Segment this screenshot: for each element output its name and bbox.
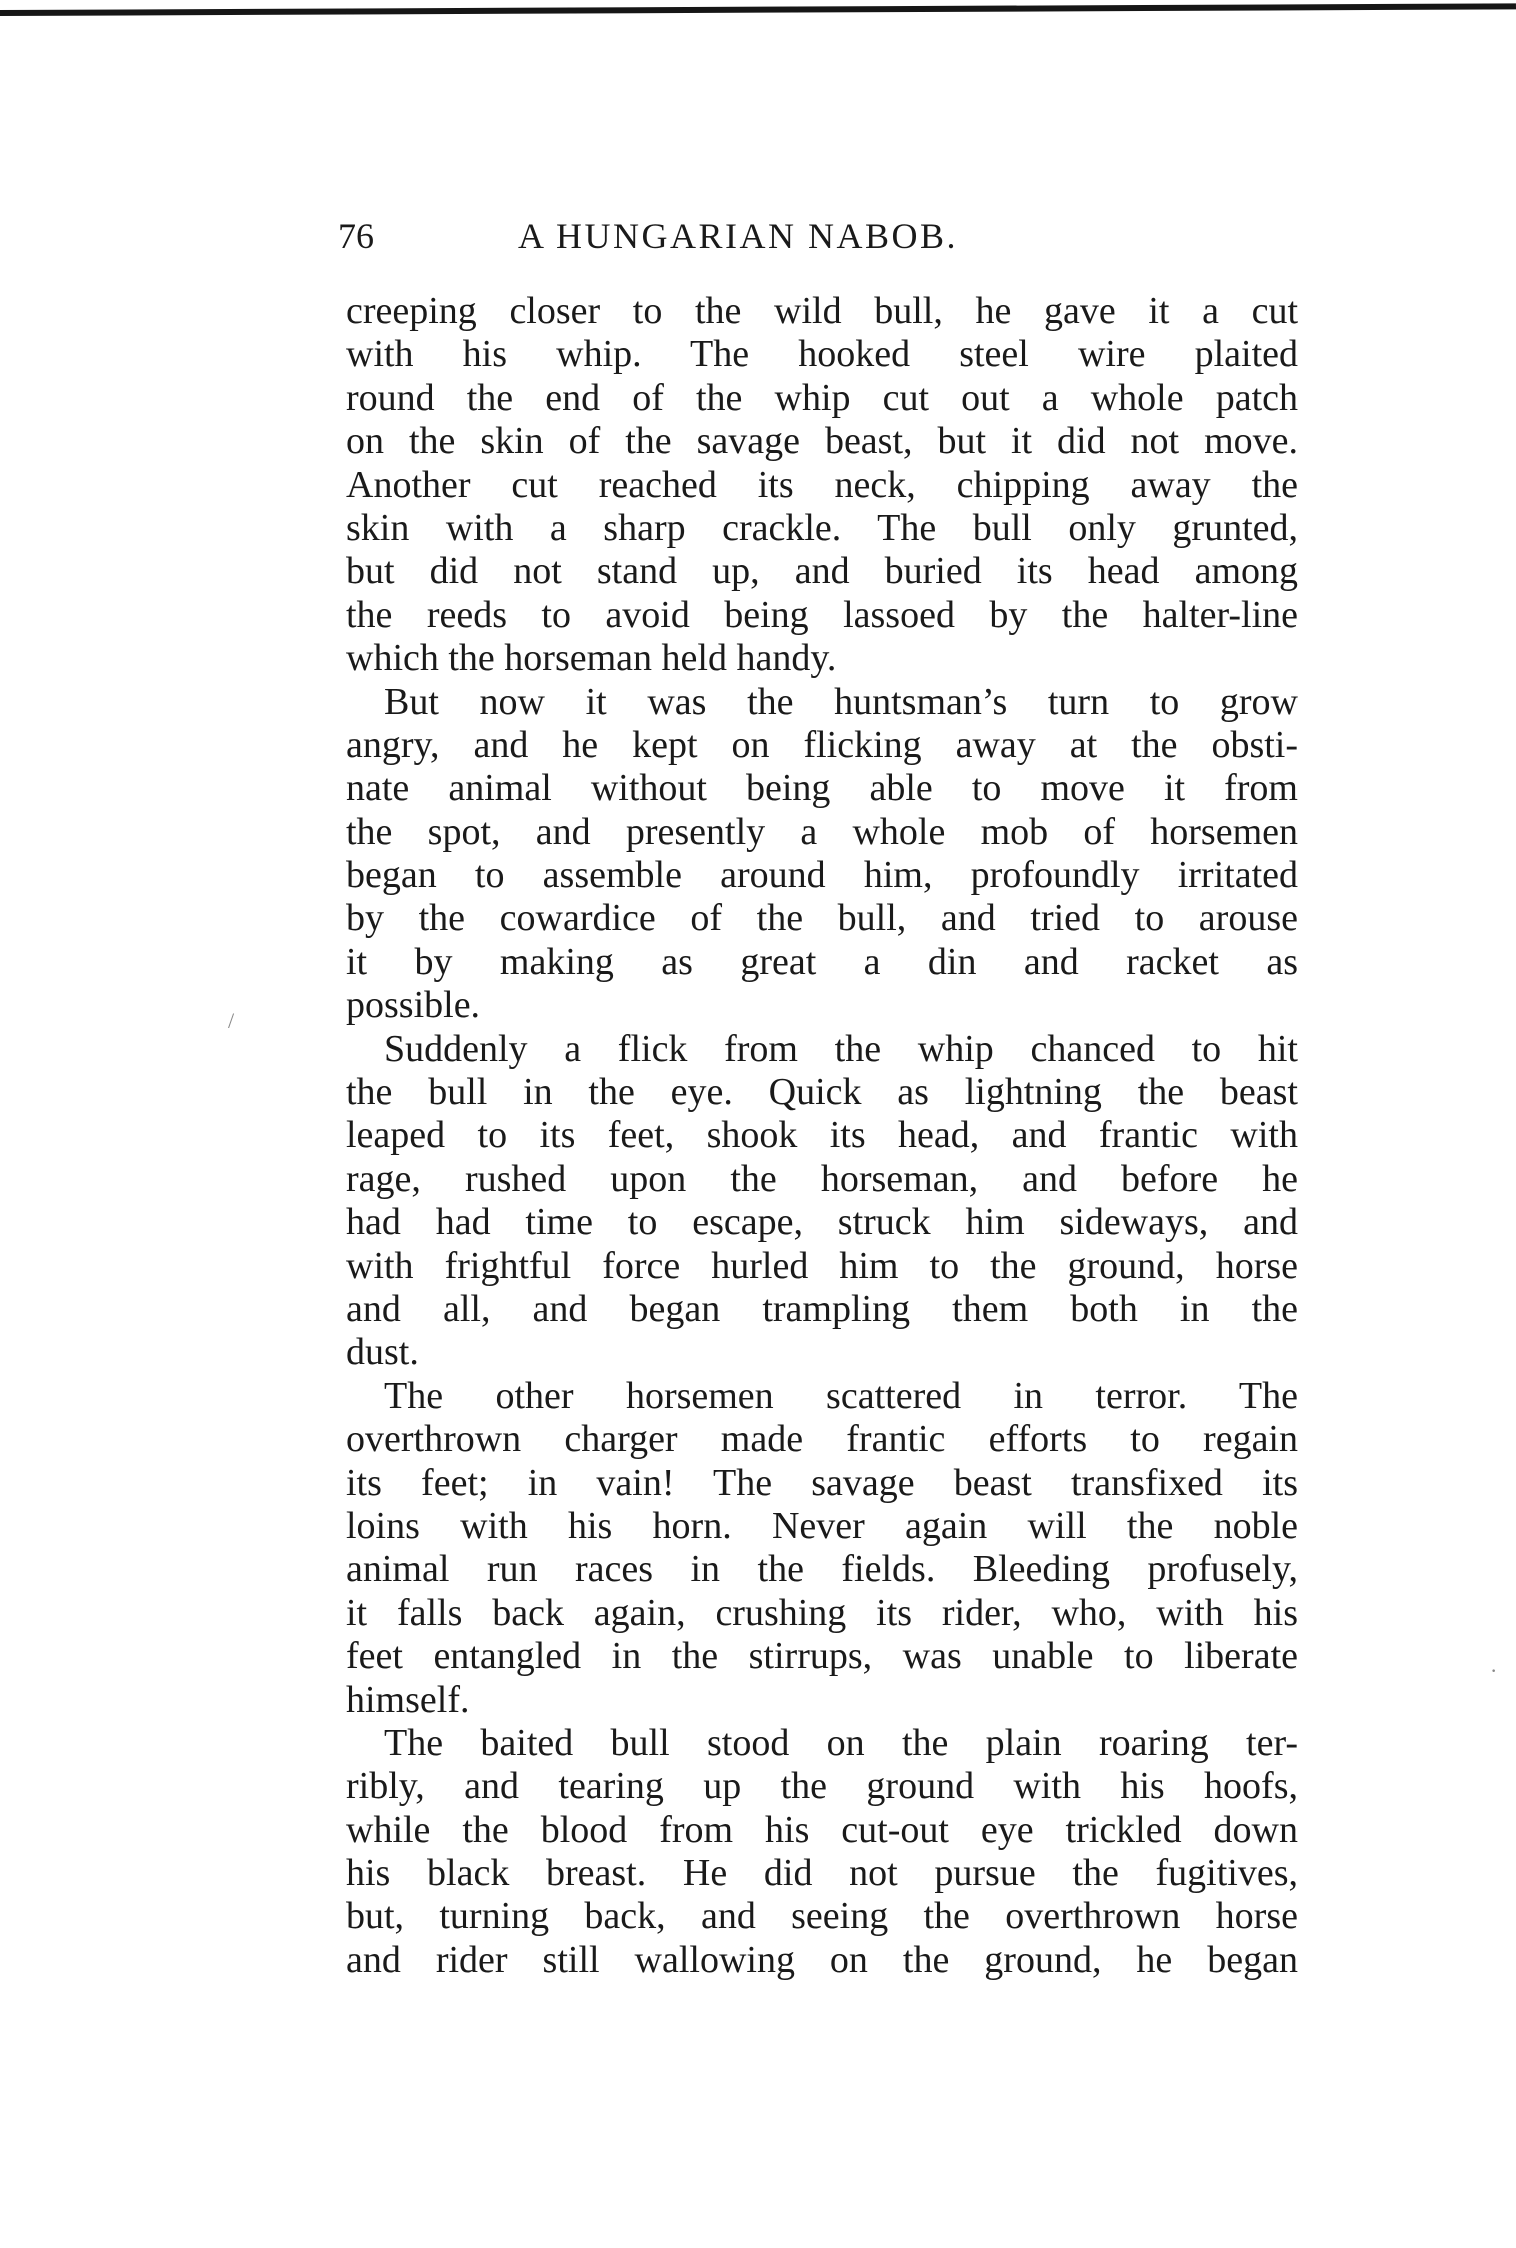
- text-line: on the skin of the savage beast, but it did not move.: [346, 420, 1298, 463]
- text-line: creeping closer to the wild bull, he gave it a cut: [346, 290, 1298, 332]
- paragraph: [346, 1375, 1298, 1722]
- text-line: it falls back again, crushing its rider, who, with his: [346, 1591, 1298, 1634]
- text-line: angry, and he kept on flicking away at the obsti-: [346, 723, 1298, 766]
- text-line: began to assemble around him, profoundly irritated: [346, 854, 1298, 897]
- text-line: nate animal without being able to move it from: [346, 767, 1298, 810]
- text-line: which the horseman held handy.: [346, 637, 837, 680]
- text-line: Suddenly a flick from the whip chanced to hit: [384, 1027, 1298, 1070]
- top-rule: [0, 3, 1516, 16]
- text-line: by the cowardice of the bull, and tried to arouse: [346, 897, 1298, 940]
- text-line: his black breast. He did not pursue the fugitives,: [346, 1852, 1298, 1895]
- text-line: it by making as great a din and racket as: [346, 940, 1298, 983]
- text-line: its feet; in vain! The savage beast transfixed its: [346, 1461, 1298, 1504]
- text-line: The baited bull stood on the plain roaring ter-: [384, 1721, 1298, 1764]
- text-line: skin with a sharp crackle. The bull only grunted,: [346, 506, 1298, 549]
- scan-speck: ·: [1490, 1658, 1498, 1683]
- text-line: But now it was the huntsman’s turn to grow: [384, 680, 1298, 723]
- text-line: the reeds to avoid being lassoed by the halter-line: [346, 593, 1298, 636]
- paragraph: [346, 681, 1298, 1028]
- text-line: but, turning back, and seeing the overthrown horse: [346, 1895, 1298, 1938]
- text-line: rage, rushed upon the horseman, and before he: [346, 1157, 1298, 1200]
- text-line: had had time to escape, struck him sideways, and: [346, 1201, 1298, 1244]
- page-header: [338, 206, 1298, 266]
- text-line: and rider still wallowing on the ground, he began: [346, 1938, 1298, 1981]
- text-line: The other horsemen scattered in terror. The: [384, 1374, 1298, 1417]
- text-line: with his whip. The hooked steel wire plaited: [346, 333, 1298, 376]
- text-line: feet entangled in the stirrups, was unable to liberate: [346, 1635, 1298, 1678]
- text-line: with frightful force hurled him to the ground, horse: [346, 1244, 1298, 1287]
- text-line: while the blood from his cut-out eye trickled down: [346, 1808, 1298, 1851]
- text-line: Another cut reached its neck, chipping away the: [346, 463, 1298, 506]
- paragraph: [346, 290, 1298, 681]
- body-text: [346, 290, 1298, 1982]
- text-line: and all, and began trampling them both in the: [346, 1287, 1298, 1330]
- text-line: the bull in the eye. Quick as lightning the beast: [346, 1071, 1298, 1114]
- text-line: dust.: [346, 1331, 419, 1374]
- text-line: but did not stand up, and buried its head among: [346, 550, 1298, 593]
- text-line: overthrown charger made frantic efforts to regain: [346, 1418, 1298, 1461]
- text-line: round the end of the whip cut out a whole patch: [346, 376, 1298, 419]
- paragraph: [346, 1028, 1298, 1375]
- text-line: animal run races in the fields. Bleeding profusely,: [346, 1548, 1298, 1591]
- text-line: possible.: [346, 984, 481, 1027]
- page-number: 76: [338, 216, 374, 256]
- text-line: the spot, and presently a whole mob of horsemen: [346, 810, 1298, 853]
- running-title: A HUNGARIAN NABOB.: [518, 216, 959, 256]
- text-line: ribly, and tearing up the ground with his hoofs,: [346, 1765, 1298, 1808]
- text-line: loins with his horn. Never again will the noble: [346, 1504, 1298, 1547]
- text-line: himself.: [346, 1678, 470, 1721]
- paragraph: [346, 1722, 1298, 1982]
- scan-speck: /: [228, 1008, 235, 1033]
- text-line: leaped to its feet, shook its head, and frantic with: [346, 1114, 1298, 1157]
